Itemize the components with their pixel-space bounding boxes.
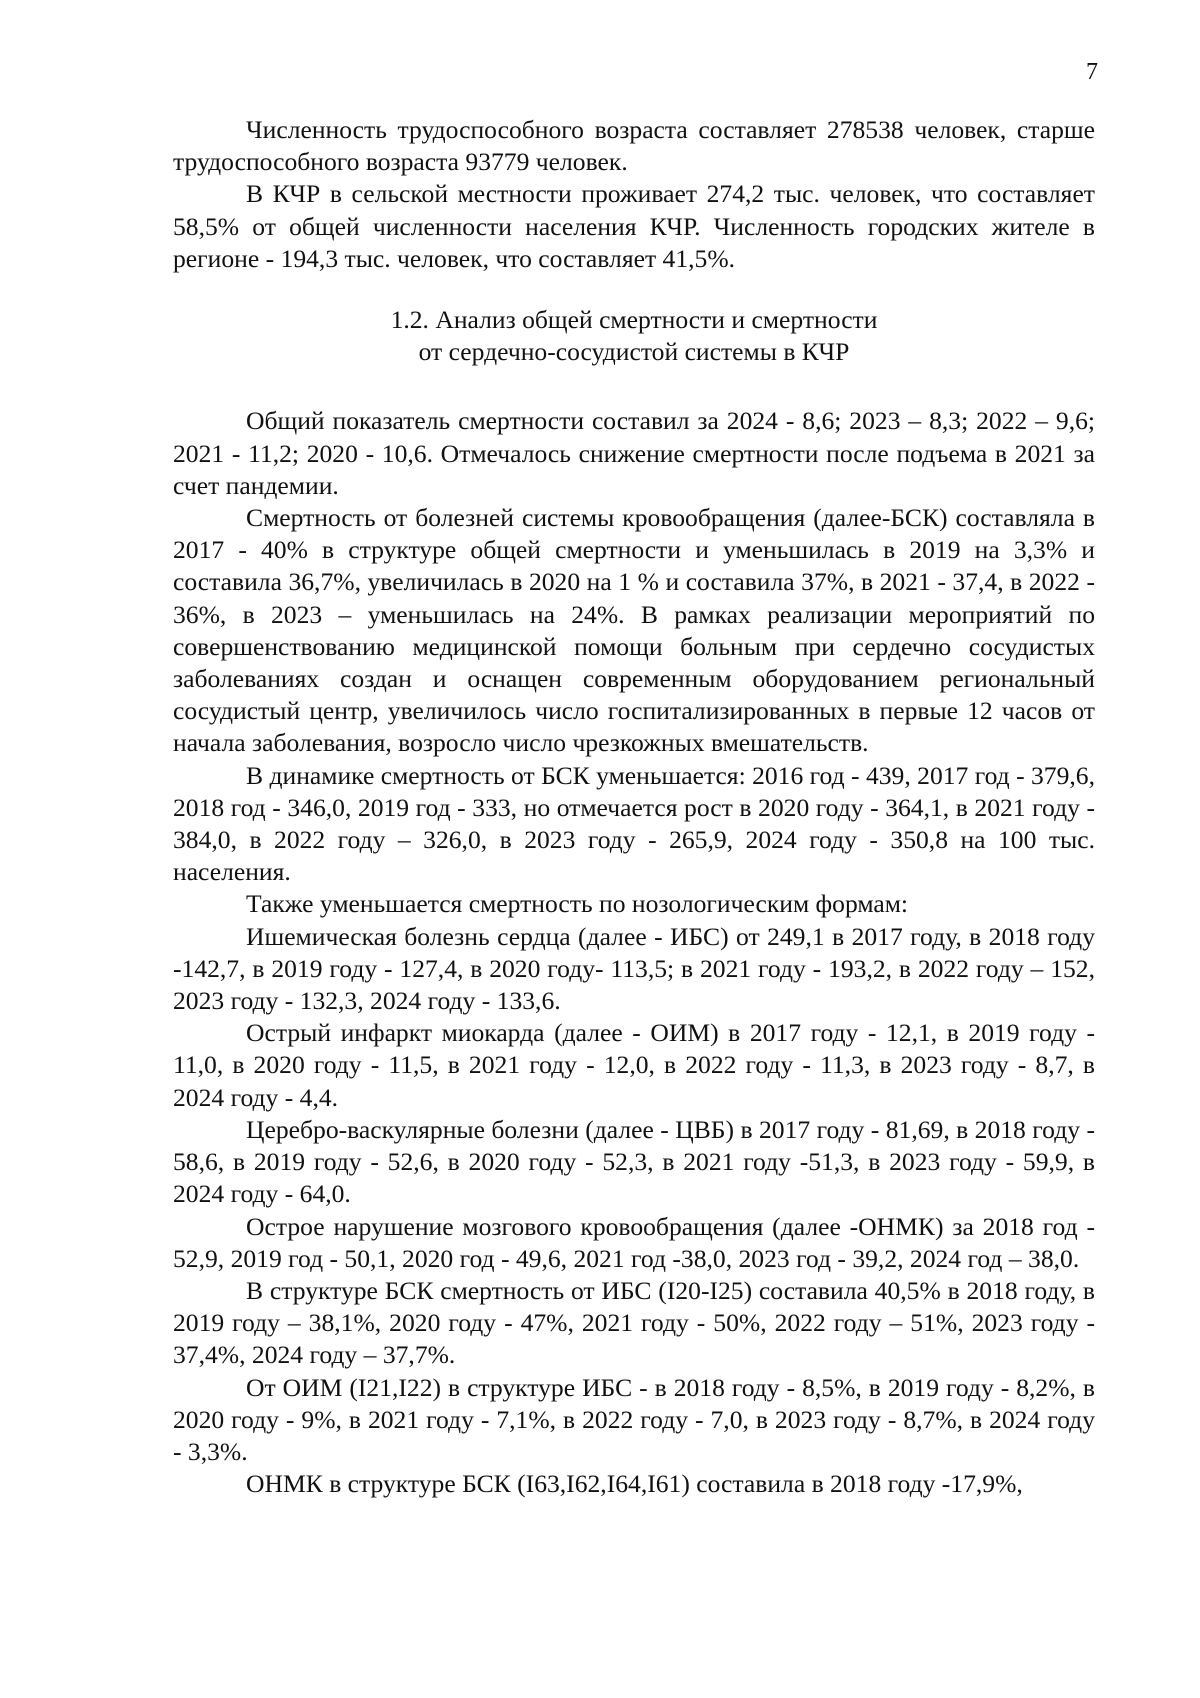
paragraph-cvb: Церебро-васкулярные болезни (далее - ЦВБ) в 2017 году - 81,69, в 2018 году - 58,6, в 2019 году - 52,6, в 2020 году - 52,3, в 2021 году -51,3, в 2023 году - 59,9, в 2024 году - 64,0. bbox=[173, 1114, 1095, 1209]
paragraph-bsk-mortality-structure: Смертность от болезней системы кровообращения (далее-БСК) составляла в 2017 - 40% в структуре общей смертности и уменьшилась в 2019 на 3,3% и составила 36,7%, увеличилась в 2020 на 1 % и составила 37%, в 2021 - 37,4, в 2022 - 36%, в 2023 – уменьшилась на 24%. В рамках реализации мероприятий по совершенствованию медицинской помощи больным при сердечно сосудистых заболеваниях создан и оснащен современным оборудованием региональный сосудистый центр, увеличилось число госпитализированных в первые 12 часов от начала заболевания, возросло число чрезкожных вмешательств. bbox=[173, 503, 1095, 758]
section-heading-line-1: 1.2. Анализ общей смертности и смертности bbox=[390, 305, 878, 335]
page-number: 7 bbox=[1086, 59, 1098, 85]
paragraph-ibs: Ишемическая болезнь сердца (далее - ИБС) от 249,1 в 2017 году, в 2018 году -142,7, в 2019 году - 127,4, в 2020 году- 113,5; в 2021 году - 193,2, в 2022 году – 152, 2023 году - 132,3, 2024 году - 133,6. bbox=[173, 921, 1095, 1016]
paragraph-general-mortality: Общий показатель смертности составил за 2024 - 8,6; 2023 – 8,3; 2022 – 9,6; 2021 - 11,2; 2020 - 10,6. Отмечалось снижение смертности после подъема в 2021 за счет пандемии. bbox=[173, 406, 1095, 500]
section-heading-line-2: от сердечно-сосудистой системы в КЧР bbox=[418, 337, 850, 367]
paragraph-oim: Острый инфаркт миокарда (далее - ОИМ) в 2017 году - 12,1, в 2019 году - 11,0, в 2020 году - 11,5, в 2021 году - 12,0, в 2022 году - 11,3, в 2023 году - 8,7, в 2024 году - 4,4. bbox=[173, 1018, 1095, 1112]
paragraph-onmk-share: ОНМК в структуре БСК (I63,I62,I64,I61) составила в 2018 году -17,9%, bbox=[246, 1469, 1023, 1499]
paragraph-onmk: Острое нарушение мозгового кровообращения (далее -ОНМК) за 2018 год - 52,9, 2019 год - 50,1, 2020 год - 49,6, 2021 год -38,0, 2023 год - 39,2, 2024 год – 38,0. bbox=[173, 1211, 1095, 1273]
document-body bbox=[173, 114, 1095, 1500]
paragraph-nosological-forms: Также уменьшается смертность по нозологическим формам: bbox=[246, 889, 909, 919]
section-heading bbox=[173, 304, 1095, 368]
paragraph-bsk-mortality-dynamics: В динамике смертность от БСК уменьшается: 2016 год - 439, 2017 год - 379,6, 2018 год - 346,0, 2019 год - 333, но отмечается рост в 2020 году - 364,1, в 2021 году - 384,0, в 2022 году – 326,0, в 2023 году - 265,9, 2024 году - 350,8 на 100 тыс. населения. bbox=[173, 760, 1095, 887]
paragraph-oim-share: От ОИМ (I21,I22) в структуре ИБС - в 2018 году - 8,5%, в 2019 году - 8,2%, в 2020 году - 9%, в 2021 году - 7,1%, в 2022 году - 7,0, в 2023 году - 8,7%, в 2024 году - 3,3%. bbox=[173, 1372, 1095, 1466]
paragraph-working-age-population: Численность трудоспособного возраста составляет 278538 человек, старше трудоспособного возраста 93779 человек. bbox=[173, 115, 1095, 177]
paragraph-ibs-share: В структуре БСК смертность от ИБС (I20-I25) составила 40,5% в 2018 году, в 2019 году – 38,1%, 2020 году - 47%, 2021 году - 50%, 2022 году – 51%, 2023 году - 37,4%, 2024 году – 37,7%. bbox=[173, 1275, 1095, 1370]
paragraph-rural-urban-population: В КЧР в сельской местности проживает 274,2 тыс. человек, что составляет 58,5% от общей численности населения КЧР. Численность городских жителе в регионе - 194,3 тыс. человек, что составляет 41,5%. bbox=[173, 179, 1095, 273]
